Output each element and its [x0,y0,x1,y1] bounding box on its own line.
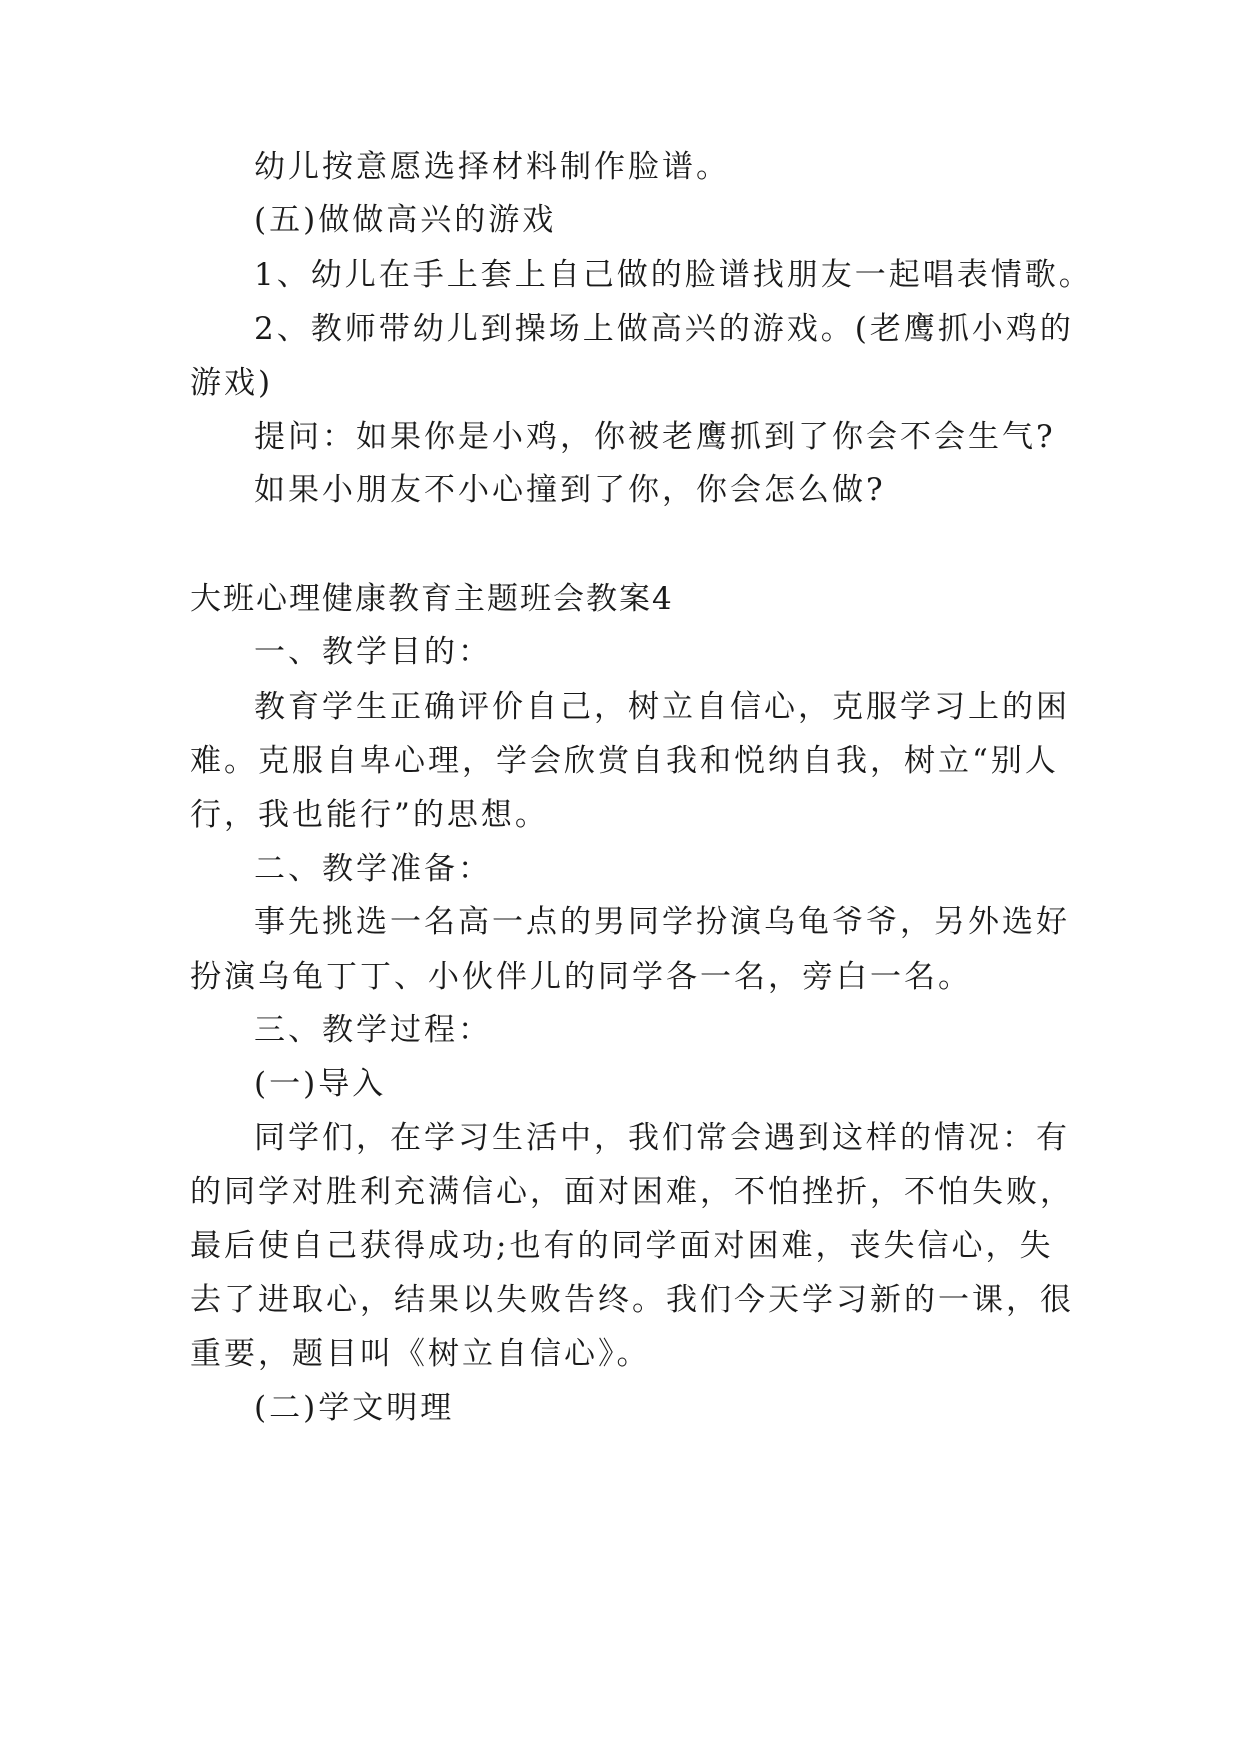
paragraph-line: 扮演乌龟丁丁、小伙伴儿的同学各一名，旁白一名。 [190,959,972,995]
paragraph-line: 行，我也能行”的思想。 [190,797,549,833]
paragraph-line: 2、教师带幼儿到操场上做高兴的游戏。(老鹰抓小鸡的 [254,311,1074,347]
paragraph-line: 重要，题目叫《树立自信心》。 [190,1336,651,1372]
paragraph-line: 幼儿按意愿选择材料制作脸谱。 [254,149,730,185]
section-heading: 一、教学目的： [254,634,492,670]
paragraph-line: 提问：如果你是小鸡，你被老鹰抓到了你会不会生气? [254,419,1056,455]
paragraph-line: 游戏) [190,365,274,401]
document-title: 大班心理健康教育主题班会教案4 [190,581,674,617]
section-heading: 二、教学准备： [254,851,492,887]
paragraph-line: 最后使自己获得成功;也有的同学面对困难，丧失信心，失 [190,1228,1054,1264]
paragraph-line: 1、幼儿在手上套上自己做的脸谱找朋友一起唱表情歌。 [254,257,1093,293]
paragraph-line: 事先挑选一名高一点的男同学扮演乌龟爷爷，另外选好 [254,904,1070,940]
paragraph-line: 难。克服自卑心理，学会欣赏自我和悦纳自我，树立“别人 [190,743,1059,779]
paragraph-line: 如果小朋友不小心撞到了你，你会怎么做? [254,472,886,508]
section-heading: (一)导入 [254,1066,387,1102]
paragraph-line: 去了进取心，结果以失败告终。我们今天学习新的一课，很 [190,1282,1074,1318]
section-heading: 三、教学过程： [254,1012,492,1048]
section-heading: (五)做做高兴的游戏 [254,202,557,238]
paragraph-line: 同学们，在学习生活中，我们常会遇到这样的情况：有 [254,1120,1070,1156]
section-heading: (二)学文明理 [254,1390,455,1426]
paragraph-line: 教育学生正确评价自己，树立自信心，克服学习上的困 [254,689,1070,725]
paragraph-line: 的同学对胜利充满信心，面对困难，不怕挫折，不怕失败， [190,1174,1074,1210]
